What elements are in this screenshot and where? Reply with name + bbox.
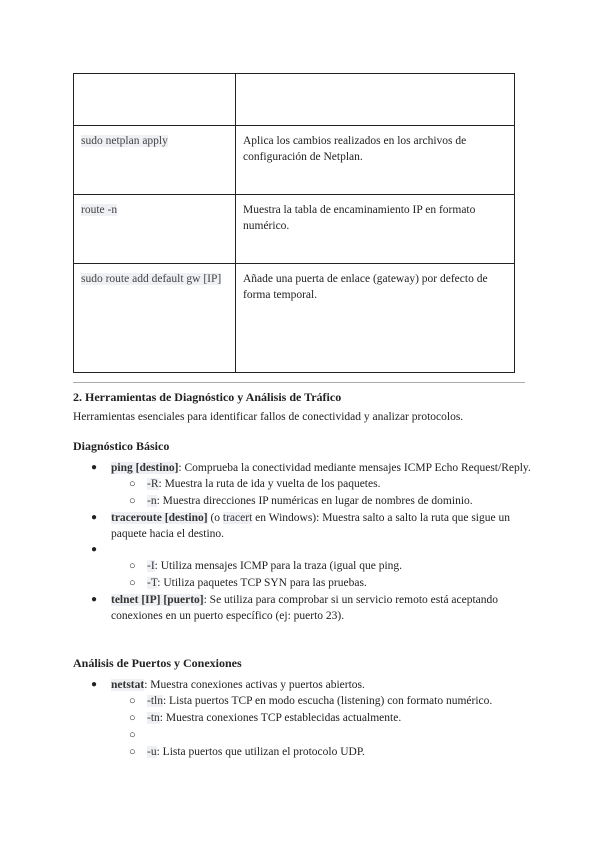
option-flag: -n xyxy=(147,495,157,507)
list-item-ping xyxy=(73,460,533,510)
table-cell-command: sudo netplan apply xyxy=(74,126,236,195)
list-item-telnet xyxy=(73,592,533,624)
bullet-icon: ● xyxy=(91,544,98,555)
option-description: : Lista puertos TCP en modo escucha (listening) con formato numérico. xyxy=(162,695,493,707)
bullet-icon: ● xyxy=(91,512,98,523)
table-cell-command: sudo route add default gw [IP] xyxy=(74,264,236,373)
telnet-description: : Se utiliza para comprobar si un servicio remoto está aceptando conexiones en un puerto específico (ej: puerto 23). xyxy=(111,594,499,622)
traceroute-description: en Windows): Muestra salto a salto la ruta que sigue un paquete hacia el destino. xyxy=(111,512,510,540)
ports-heading: Análisis de Puertos y Conexiones xyxy=(73,656,242,670)
option-description: : Utiliza paquetes TCP SYN para las pruebas. xyxy=(157,577,367,589)
circle-bullet-icon: ○ xyxy=(129,712,136,724)
list-item-empty xyxy=(111,727,533,744)
tracert-command: tracert xyxy=(222,512,253,524)
list-item xyxy=(111,558,533,575)
horizontal-divider xyxy=(73,382,525,383)
table-row xyxy=(74,74,515,126)
option-description: : Muestra direcciones IP numéricas en lugar de nombres de dominio. xyxy=(156,495,473,507)
netstat-options xyxy=(111,693,533,761)
ping-command: ping [destino] xyxy=(111,462,179,474)
basic-diagnostics-list xyxy=(73,460,533,624)
table-row xyxy=(74,264,515,373)
circle-bullet-icon: ○ xyxy=(129,478,136,490)
circle-bullet-icon: ○ xyxy=(129,729,136,741)
section-intro: Herramientas esenciales para identificar fallos de conectividad y analizar protocolos. xyxy=(73,411,464,423)
circle-bullet-icon: ○ xyxy=(129,495,136,507)
commands-table xyxy=(73,73,515,373)
list-item xyxy=(111,476,533,493)
circle-bullet-icon: ○ xyxy=(129,560,136,572)
list-item xyxy=(111,744,533,761)
table-row xyxy=(74,126,515,195)
table-row xyxy=(74,195,515,264)
ports-list xyxy=(73,677,533,761)
table-cell-description: Aplica los cambios realizados en los archivos de configuración de Netplan. xyxy=(236,126,515,195)
circle-bullet-icon: ○ xyxy=(129,746,136,758)
table-cell-description xyxy=(236,74,515,126)
list-item-netstat xyxy=(73,677,533,761)
option-description: : Muestra conexiones TCP establecidas actualmente. xyxy=(159,712,402,724)
ping-options xyxy=(111,476,533,510)
bullet-icon: ● xyxy=(91,594,98,605)
option-flag: -R xyxy=(147,478,159,490)
list-item xyxy=(111,575,533,592)
table-cell-command: route -n xyxy=(74,195,236,264)
list-item-empty xyxy=(73,542,533,592)
circle-bullet-icon: ○ xyxy=(129,577,136,589)
table-cell-description: Añade una puerta de enlace (gateway) por defecto de forma temporal. xyxy=(236,264,515,373)
option-flag: -I xyxy=(147,560,155,572)
table-cell-command xyxy=(74,74,236,126)
bullet-icon: ● xyxy=(91,679,98,690)
ping-description: : Comprueba la conectividad mediante mensajes ICMP Echo Request/Reply. xyxy=(178,462,531,474)
option-flag: -tn xyxy=(147,712,160,724)
traceroute-options xyxy=(111,558,533,592)
list-item xyxy=(111,693,533,710)
traceroute-command: traceroute [destino] xyxy=(111,512,208,524)
list-item-traceroute xyxy=(73,510,533,542)
option-flag: -tln xyxy=(147,695,163,707)
telnet-command: telnet [IP] [puerto] xyxy=(111,594,204,606)
netstat-description: : Muestra conexiones activas y puertos abiertos. xyxy=(144,679,365,691)
section-heading: 2. Herramientas de Diagnóstico y Análisis de Tráfico xyxy=(73,390,342,404)
bullet-icon: ● xyxy=(91,462,98,473)
option-description: : Utiliza mensajes ICMP para la traza (igual que ping. xyxy=(154,560,403,572)
option-flag: -u xyxy=(147,746,157,758)
netstat-command: netstat xyxy=(111,679,145,691)
table-cell-description: Muestra la tabla de encaminamiento IP en formato numérico. xyxy=(236,195,515,264)
option-description: : Lista puertos que utilizan el protocolo UDP. xyxy=(156,746,365,758)
basic-diagnostics-heading: Diagnóstico Básico xyxy=(73,439,170,453)
traceroute-pre: (o xyxy=(207,512,223,524)
circle-bullet-icon: ○ xyxy=(129,695,136,707)
option-description: : Muestra la ruta de ida y vuelta de los paquetes. xyxy=(158,478,381,490)
list-item xyxy=(111,493,533,510)
option-flag: -T xyxy=(147,577,158,589)
list-item xyxy=(111,710,533,727)
